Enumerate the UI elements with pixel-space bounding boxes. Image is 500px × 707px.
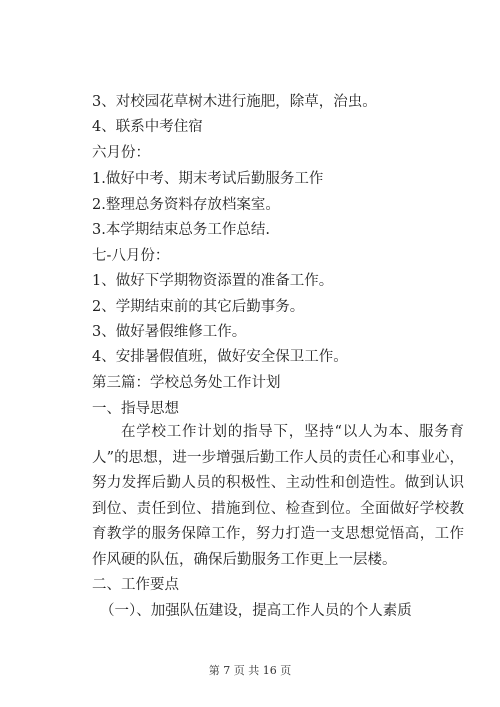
section-heading-work-points: 二、工作要点: [92, 577, 179, 593]
month-heading-july-august: 七-八月份：: [92, 248, 170, 264]
page-number-footer: 第 7 页 共 16 页: [208, 664, 292, 677]
subsection-heading-team-building: （一）、加强队伍建设，提高工作人员的个人素质: [100, 603, 412, 619]
list-item-semester-summary: 3.本学期结束总务工作总结.: [92, 222, 270, 238]
list-item-exam-lodging: 4、联系中考住宿: [92, 119, 203, 135]
list-item-fertilize: 3、对校园花草树木进行施肥，除草，治虫。: [92, 94, 377, 110]
list-item-archive: 2.整理总务资料存放档案室。: [92, 197, 280, 213]
chapter-title: 第三篇：学校总务处工作计划: [92, 375, 281, 391]
body-paragraph: 在学校工作计划的指导下，坚持“以人为本、服务育人”的思想，进一步增强后勤工作人员的责任心和事业心，努力发挥后勤人员的积极性、主动性和创造性。做到认识到位、责任到位、措施到位、检查到位。全面做好学校教育教学的服务保障工作，努力打造一支思想觉悟高，工作作风硬的队伍，确保后勤服务工作更上一层楼。: [92, 424, 464, 568]
month-heading-june: 六月份：: [92, 145, 150, 161]
section-heading-guiding-thought: 一、指导思想: [92, 401, 179, 417]
list-item-duty-security: 4、安排暑假值班，做好安全保卫工作。: [92, 349, 348, 365]
list-item-exam-service: 1.做好中考、期末考试后勤服务工作: [92, 171, 324, 187]
list-item-other-affairs: 2、学期结束前的其它后勤事务。: [92, 299, 305, 315]
list-item-summer-repair: 3、做好暑假维修工作。: [92, 324, 247, 340]
list-item-supplies-prep: 1、做好下学期物资添置的准备工作。: [92, 273, 334, 289]
